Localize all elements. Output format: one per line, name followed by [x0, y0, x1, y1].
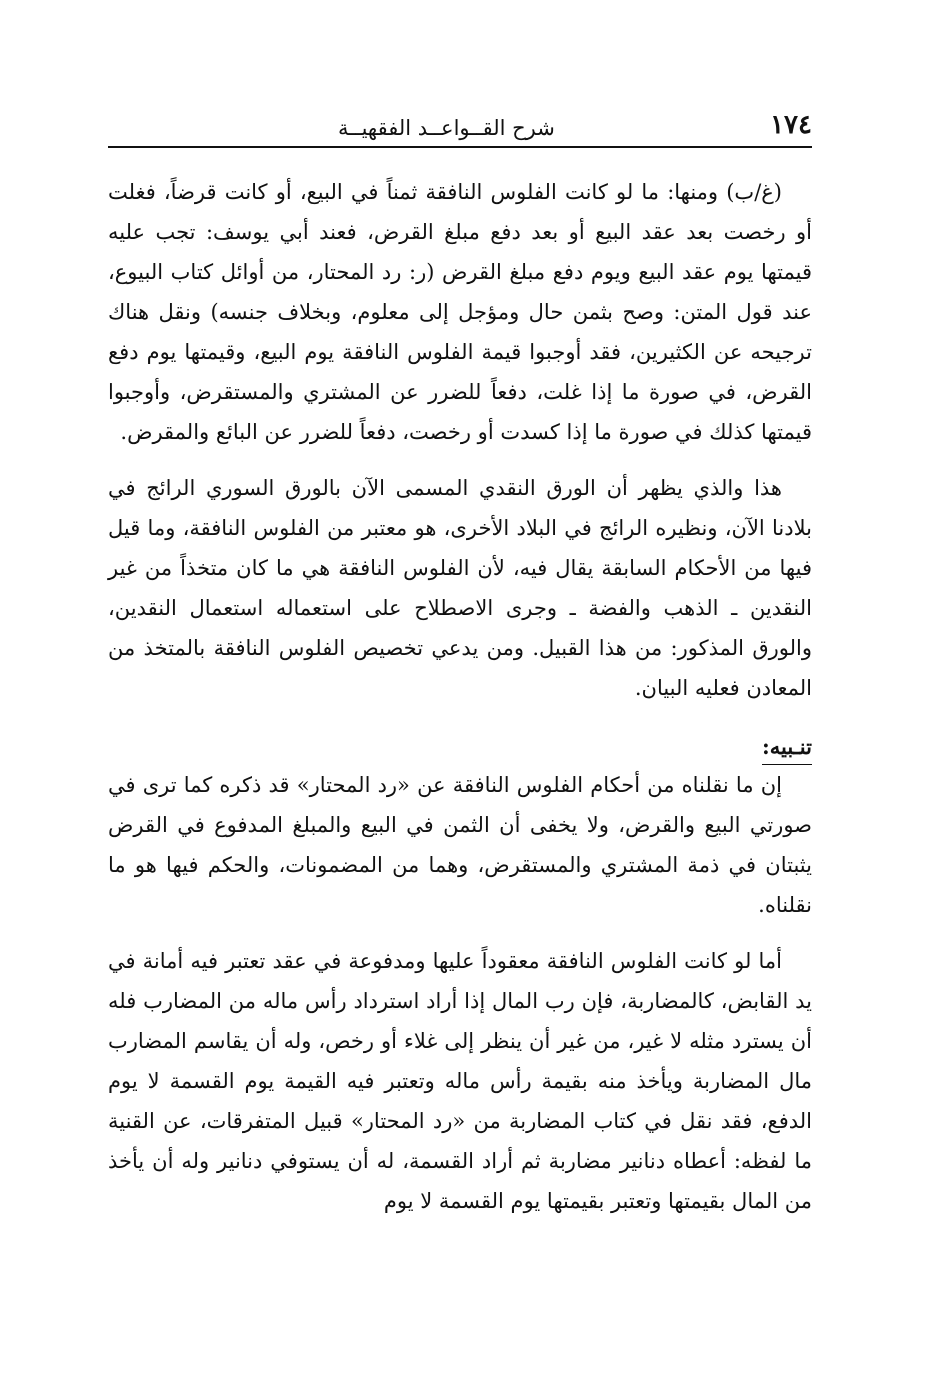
running-title: شرح القــواعــد الفقهيــة [338, 116, 555, 140]
note-paragraph-1: إن ما نقلناه من أحكام الفلوس النافقة عن «رد المحتار» قد ذكره كما ترى في صورتي البيع والقرض، ولا يخفى أن الثمن في البيع والمبلغ المدفوع في القرض يثبتان في ذمة المشتري والمستقرض، وهما من المضمونات، والحكم فيها هو ما نقلناه. [108, 773, 812, 917]
paragraph-1: (غ/ب) ومنها: ما لو كانت الفلوس النافقة ثمناً في البيع، أو كانت قرضاً، فغلت أو رخصت بعد عقد البيع أو بعد دفع مبلغ القرض، فعند أبي يوسف: تجب عليه قيمتها يوم عقد البيع ويوم دفع مبلغ القرض (ر: رد المحتار، من أوائل كتاب البيوع، عند قول المتن: وصح بثمن حال ومؤجل إلى معلوم، وبخلاف جنسه) ونقل هناك ترجيحه عن الكثيرين، فقد أوجبوا قيمة الفلوس النافقة يوم البيع، وقيمتها يوم دفع القرض، في صورة ما إذا غلت، دفعاً للضرر عن المشتري والمستقرض، وأوجبوا قيمتها كذلك في صورة ما إذا كسدت أو رخصت، دفعاً للضرر عن البائع والمقرض. [108, 180, 812, 444]
note-section [108, 708, 812, 1221]
document-page [108, 100, 812, 1221]
note-heading: تنـبيه: [762, 732, 812, 765]
page-header [108, 100, 812, 148]
main-body [108, 172, 812, 708]
paragraph-2: هذا والذي يظهر أن الورق النقدي المسمى الآن بالورق السوري الرائج في بلادنا الآن، ونظيره الرائج في البلاد الأخرى، هو معتبر من الفلوس النافقة، وما قيل فيها من الأحكام السابقة يقال فيه، لأن الفلوس النافقة هي ما كان متخذاً من غير النقدين ـ الذهب والفضة ـ وجرى الاصطلاح على استعماله استعمال النقدين، والورق المذكور: من هذا القبيل. ومن يدعي تخصيص الفلوس النافقة بالمتخذ من المعادن فعليه البيان. [108, 476, 812, 700]
note-paragraph-2: أما لو كانت الفلوس النافقة معقوداً عليها ومدفوعة في عقد تعتبر فيه أمانة في يد القابض، كالمضاربة، فإن رب المال إذا أراد استرداد رأس ماله من المضارب فله أن يسترد مثله لا غير، من غير أن ينظر إلى غلاء أو رخص، وله أن يقاسم المضارب مال المضاربة ويأخذ منه بقيمة رأس ماله وتعتبر فيه القيمة يوم القسمة لا يوم الدفع، فقد نقل في كتاب المضاربة من «رد المحتار» قبيل المتفرقات، عن القنية ما لفظه: أعطاه دنانير مضاربة ثم أراد القسمة، له أن يستوفي دنانير وله أن يأخذ من المال بقيمتها وتعتبر بقيمتها يوم القسمة لا يوم [108, 949, 812, 1213]
page-number: ١٧٤ [770, 110, 812, 140]
